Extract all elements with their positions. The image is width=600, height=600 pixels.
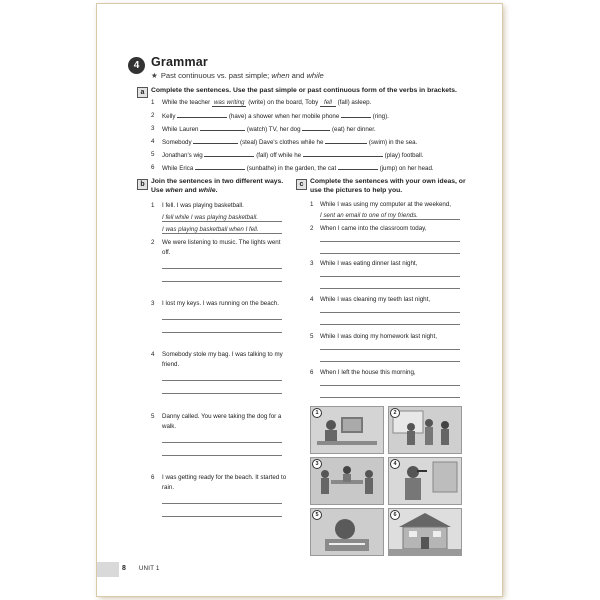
- answer-line[interactable]: [162, 393, 282, 394]
- unit-label: UNIT 1: [139, 566, 160, 572]
- answer-line[interactable]: [162, 455, 282, 456]
- exercise-a-item-6: While Erica (sunbathe) in the garden, the cat (jump) on her head.: [162, 165, 434, 172]
- answer-line[interactable]: [320, 219, 460, 220]
- answer-field[interactable]: [325, 137, 367, 144]
- answer-line[interactable]: [320, 361, 460, 362]
- item-number: 5: [310, 333, 314, 340]
- exercise-b-item-1-text: I fell. I was playing basketball.: [162, 202, 244, 209]
- item-number: 6: [310, 369, 314, 376]
- exercise-c-item-2-text: When I came into the classroom today,: [320, 225, 427, 232]
- answer-line[interactable]: [320, 324, 460, 325]
- picture-number: 2: [390, 408, 400, 418]
- answer-field[interactable]: [303, 150, 383, 157]
- exercise-b-item-1-answer-1: I fell while I was playing basketball.: [162, 214, 258, 221]
- exercise-a-label: a: [137, 87, 148, 98]
- exercise-b-item-4-text: Somebody stole my bag. I was talking to my friend.: [162, 351, 283, 368]
- answer-line[interactable]: [320, 385, 460, 386]
- section-subtitle: ★ Past continuous vs. past simple; when and while: [151, 71, 324, 80]
- item-number: 6: [151, 164, 155, 171]
- answer-line[interactable]: [320, 276, 460, 277]
- picture-number: 5: [312, 510, 322, 520]
- picture-4: [388, 457, 462, 505]
- answer-field[interactable]: [341, 111, 371, 118]
- answer-field[interactable]: [193, 137, 238, 144]
- answer-field[interactable]: fell: [320, 99, 336, 107]
- answer-line[interactable]: [162, 268, 282, 269]
- item-number: 2: [310, 225, 314, 232]
- answer-line[interactable]: [162, 233, 282, 234]
- answer-field[interactable]: was writing: [213, 99, 245, 106]
- item-number: 5: [151, 413, 155, 420]
- footer-bar: [97, 562, 119, 577]
- picture-1: [310, 406, 384, 454]
- answer-field[interactable]: [200, 124, 245, 131]
- item-number: 4: [151, 138, 155, 145]
- exercise-b-label: b: [137, 179, 148, 190]
- exercise-c-item-1-answer: I sent an email to one of my friends.: [320, 212, 419, 219]
- answer-line[interactable]: [162, 319, 282, 320]
- item-number: 3: [310, 260, 314, 267]
- item-number: 4: [310, 296, 314, 303]
- answer-line[interactable]: [162, 221, 282, 222]
- answer-line[interactable]: [320, 397, 460, 398]
- answer-field[interactable]: [204, 150, 254, 157]
- item-number: 5: [151, 151, 155, 158]
- exercise-a-item-1: While the teacher was writing (write) on the board, Toby fell (fall) asleep.: [162, 99, 372, 106]
- exercise-a-item-2: Kelly (have) a shower when her mobile phone (ring).: [162, 113, 389, 120]
- answer-line[interactable]: [320, 288, 460, 289]
- item-number: 2: [151, 239, 155, 246]
- answer-line[interactable]: [320, 241, 460, 242]
- item-number: 1: [151, 99, 155, 106]
- exercise-b-instruction: Join the sentences in two different ways. Use when and while.: [151, 178, 284, 194]
- exercise-b-item-1-answer-2: I was playing basketball when I fell.: [162, 226, 259, 233]
- item-number: 6: [151, 474, 155, 481]
- exercise-a-item-5: Jonathan's wig (fall) off while he (play) football.: [162, 152, 424, 159]
- exercise-c-label: c: [296, 179, 307, 190]
- picture-3: [310, 457, 384, 505]
- exercise-c-item-3-text: While I was eating dinner last night,: [320, 260, 418, 267]
- picture-5: [310, 508, 384, 556]
- exercise-a-item-4: Somebody (steal) Dave's clothes while he (swim) in the sea.: [162, 139, 418, 146]
- exercise-c-instruction: Complete the sentences with your own ideas, or use the pictures to help you.: [310, 178, 466, 194]
- item-number: 3: [151, 300, 155, 307]
- section-title: Grammar: [151, 55, 208, 69]
- item-number: 4: [151, 351, 155, 358]
- exercise-b-item-6-text: I was getting ready for the beach. It started to rain.: [162, 474, 287, 491]
- answer-field[interactable]: [302, 124, 330, 131]
- exercise-c-item-6-text: When I left the house this morning,: [320, 369, 416, 376]
- star-icon: ★: [151, 71, 158, 80]
- exercise-a-instruction: Complete the sentences. Use the past simple or past continuous form of the verbs in brackets.: [151, 87, 457, 94]
- answer-line[interactable]: [162, 516, 282, 517]
- exercise-b-item-2-text: We were listening to music. The lights went off.: [162, 239, 281, 256]
- picture-number: 3: [312, 459, 322, 469]
- answer-line[interactable]: [320, 312, 460, 313]
- item-number: 1: [310, 201, 314, 208]
- picture-2: [388, 406, 462, 454]
- exercise-c-item-5-text: While I was doing my homework last night,: [320, 333, 437, 340]
- exercise-a-item-3: While Lauren (watch) TV, her dog (eat) her dinner.: [162, 126, 376, 133]
- answer-line[interactable]: [320, 349, 460, 350]
- picture-6: [388, 508, 462, 556]
- answer-line[interactable]: [320, 253, 460, 254]
- exercise-c-item-4-text: While I was cleaning my teeth last night,: [320, 296, 431, 303]
- item-number: 3: [151, 125, 155, 132]
- answer-line[interactable]: [162, 380, 282, 381]
- picture-number: 6: [390, 510, 400, 520]
- picture-number: 1: [312, 408, 322, 418]
- answer-field[interactable]: [177, 111, 227, 118]
- answer-field[interactable]: [338, 163, 378, 170]
- item-number: 2: [151, 112, 155, 119]
- exercise-c-item-1-text: While I was using my computer at the weekend,: [320, 201, 452, 208]
- answer-line[interactable]: [162, 442, 282, 443]
- section-number-badge: 4: [128, 57, 145, 74]
- answer-line[interactable]: [162, 503, 282, 504]
- page-number: 8: [122, 565, 126, 572]
- picture-number: 4: [390, 459, 400, 469]
- exercise-b-item-5-text: Danny called. You were taking the dog for a walk.: [162, 413, 282, 430]
- exercise-b-item-3-text: I lost my keys. I was running on the beach.: [162, 300, 279, 307]
- answer-line[interactable]: [162, 332, 282, 333]
- answer-field[interactable]: [195, 163, 245, 170]
- item-number: 1: [151, 202, 155, 209]
- answer-line[interactable]: [162, 281, 282, 282]
